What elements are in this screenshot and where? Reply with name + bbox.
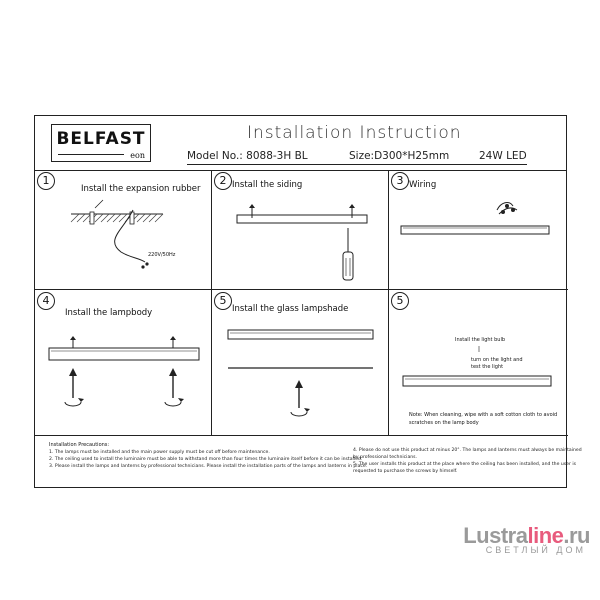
- cleaning-note-2: scratches on the lamp body: [409, 420, 479, 426]
- voltage-label: 220V/50Hz: [148, 252, 176, 258]
- step-panel-2: [212, 170, 389, 290]
- step-number: 5: [214, 292, 232, 310]
- step-title: Install the siding: [232, 180, 303, 190]
- brand-logo: [51, 124, 151, 162]
- note-test-light: test the light: [471, 364, 504, 370]
- precaution-3: 3. Please install the lamps and lanterns by professional technicians. Please install the installation parts of the lamps and lanterns in place.: [49, 464, 368, 469]
- precaution-4a: 4. Please do not use this product at minus 20°. The lamps and lanterns must always be maintained: [353, 448, 582, 453]
- watermark-part-a: Lustra: [463, 523, 528, 548]
- model-underline: [187, 164, 527, 165]
- instruction-sheet: [34, 115, 582, 488]
- step-title: Wiring: [409, 180, 437, 190]
- precaution-2: 2. The ceiling used to install the luminaire must be able to withstand more than four times the luminaire itself before it can be installed.: [49, 457, 363, 462]
- step-number: 2: [214, 172, 232, 190]
- step-number: 4: [37, 292, 55, 310]
- precaution-5a: 5. The user installs this product at the place where the ceiling has been installed, and the user is: [353, 462, 577, 467]
- wiring-illustration: [389, 170, 568, 290]
- watermark-tagline: СВЕТЛЫЙ ДОМ: [485, 545, 586, 555]
- logo-rule: [58, 154, 124, 155]
- step-panel-5: [212, 290, 389, 436]
- step-panel-1: [35, 170, 212, 290]
- installation-precautions: [35, 436, 582, 489]
- precaution-1: 1. The lamps must be installed and the main power supply must be cut off before maintenance.: [49, 450, 270, 455]
- model-size: Size:D300*H25mm: [349, 150, 450, 162]
- lampbody-illustration: [35, 290, 212, 436]
- note-install-bulb: Install the light bulb: [455, 337, 506, 343]
- model-power: 24W LED: [479, 150, 527, 162]
- sheet-header: [35, 116, 566, 171]
- sheet-title: Installation Instruction: [247, 123, 462, 143]
- glass-lampshade-illustration: [212, 290, 389, 436]
- step-title: Install the lampbody: [65, 308, 153, 318]
- step-title: Install the expansion rubber: [81, 184, 201, 194]
- model-number: Model No.: 8088-3H BL: [187, 150, 308, 162]
- watermark-part-c: .ru: [563, 523, 590, 548]
- siding-illustration: [212, 170, 389, 290]
- step-panel-3: [389, 170, 568, 290]
- cleaning-note-1: Note: When cleaning, wipe with a soft cotton cloth to avoid: [409, 412, 558, 418]
- logo-sub: eon: [130, 151, 145, 160]
- step-title: Install the glass lampshade: [232, 304, 349, 314]
- step-number: 1: [37, 172, 55, 190]
- step-number: 5: [391, 292, 409, 310]
- precautions-heading: Installation Precautions:: [49, 442, 110, 448]
- precaution-5b: requested to purchase the screws by himself.: [353, 469, 458, 474]
- note-turn-on: turn on the light and: [471, 357, 523, 363]
- step-panel-4: [35, 290, 212, 436]
- step-panel-6: [389, 290, 568, 436]
- step-number: 3: [391, 172, 409, 190]
- precaution-4b: by professional technicians.: [353, 455, 418, 460]
- watermark-part-b: line: [527, 523, 564, 548]
- expansion-rubber-illustration: [35, 170, 212, 290]
- logo-brand: BELFAST: [56, 129, 146, 149]
- site-watermark: [463, 523, 590, 555]
